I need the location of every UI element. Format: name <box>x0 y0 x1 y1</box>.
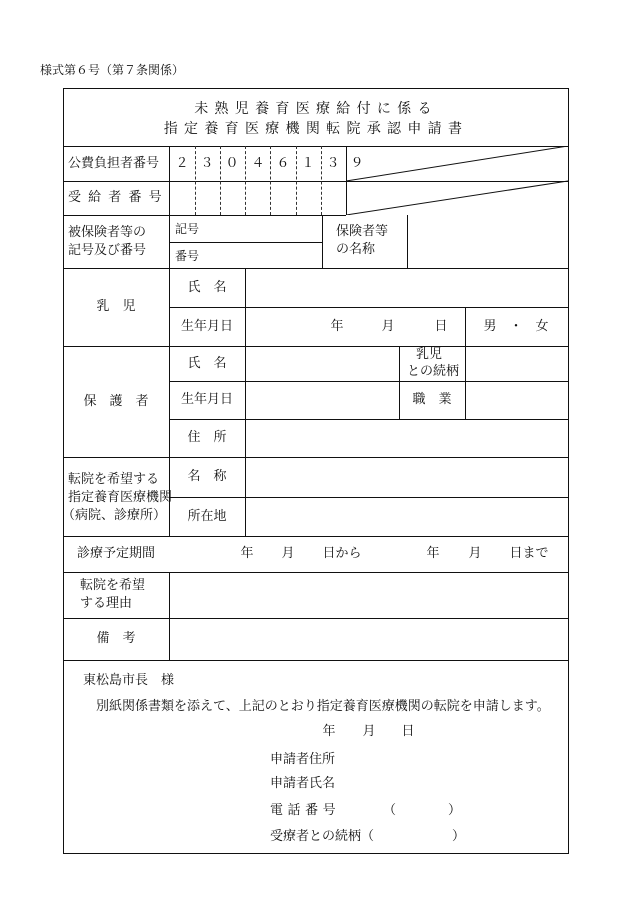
insurer-name-line-2: の名称 <box>336 242 376 257</box>
reason-label-line-1: 転院を希望 <box>80 578 146 593</box>
payer-digit: ２ <box>175 156 189 171</box>
infant-name-label: 氏 名 <box>187 280 227 295</box>
infant-label: 乳 児 <box>96 299 136 314</box>
phone-label: 電話番号 <box>270 803 341 818</box>
form-number: 様式第６号（第７条関係） <box>40 63 185 77</box>
hospital-name-label: 名 称 <box>187 469 227 484</box>
applicant-address-label: 申請者住所 <box>270 752 336 767</box>
addressee: 東松島市長 様 <box>83 673 175 688</box>
reason-label-line-2: する理由 <box>80 596 133 611</box>
period-from-year: 年 <box>240 546 254 561</box>
hospital-label-line-1: 転院を希望する <box>68 472 160 487</box>
payer-digit: ６ <box>276 156 290 171</box>
relation-to-patient-close: ） <box>452 829 466 844</box>
applicant-name-label: 申請者氏名 <box>270 776 336 791</box>
infant-dob-year: 年 <box>330 319 344 334</box>
guardian-address-label: 住 所 <box>187 430 227 445</box>
hospital-label-line-2: 指定養育医療機関 <box>68 490 173 505</box>
payer-digit: ４ <box>251 156 265 171</box>
period-to-month: 月 <box>468 546 482 561</box>
insured-number-label: 番号 <box>175 249 200 263</box>
remarks-label: 備 考 <box>96 631 136 646</box>
title-line-2: 指定養育医療機関転院承認申請書 <box>163 121 469 137</box>
payer-digit: ３ <box>200 156 214 171</box>
guardian-name-label: 氏 名 <box>187 356 227 371</box>
hospital-location-label: 所在地 <box>187 509 227 524</box>
period-to-day: 日まで <box>509 546 549 561</box>
payer-digit: １ <box>301 156 315 171</box>
guardian-dob-label: 生年月日 <box>180 392 234 407</box>
payer-digit: ９ <box>350 156 364 171</box>
infant-sex: 男 ・ 女 <box>483 319 549 334</box>
diagonal-strike <box>346 146 568 215</box>
period-from-day: 日から <box>322 546 362 561</box>
infant-dob-month: 月 <box>381 319 395 334</box>
phone-parentheses: （ ） <box>383 803 462 818</box>
application-date-day: 日 <box>401 724 415 739</box>
insurer-name-line-1: 保険者等 <box>336 224 389 239</box>
period-label: 診療予定期間 <box>76 546 156 561</box>
application-date-month: 月 <box>362 724 376 739</box>
period-to-year: 年 <box>426 546 440 561</box>
insured-label-line-1: 被保険者等の <box>68 225 147 240</box>
relation-label-line-1: 乳児 <box>416 347 443 362</box>
infant-dob-day: 日 <box>434 319 448 334</box>
title-line-1: 未熟児養育医療給付に係る <box>194 101 438 117</box>
recipient-number-label: 受給者番号 <box>68 190 169 205</box>
period-from-month: 月 <box>281 546 295 561</box>
payer-digit: ３ <box>326 156 340 171</box>
occupation-label: 職 業 <box>412 392 452 407</box>
relation-label-line-2: との続柄 <box>407 364 460 379</box>
application-statement: 別紙関係書類を添えて、上記のとおり指定養育医療機関の転院を申請します。 <box>96 699 550 714</box>
payer-digit: ０ <box>225 156 239 171</box>
payer-number-label: 公費負担者番号 <box>68 156 160 171</box>
application-date-year: 年 <box>322 724 336 739</box>
infant-dob-label: 生年月日 <box>180 319 234 334</box>
insured-label-line-2: 記号及び番号 <box>68 243 147 258</box>
relation-to-patient-label: 受療者との続柄（ <box>270 829 375 844</box>
guardian-label: 保 護 者 <box>83 394 149 409</box>
hospital-label-line-3: （病院、診療所） <box>62 508 167 523</box>
insured-symbol-label: 記号 <box>175 222 200 236</box>
